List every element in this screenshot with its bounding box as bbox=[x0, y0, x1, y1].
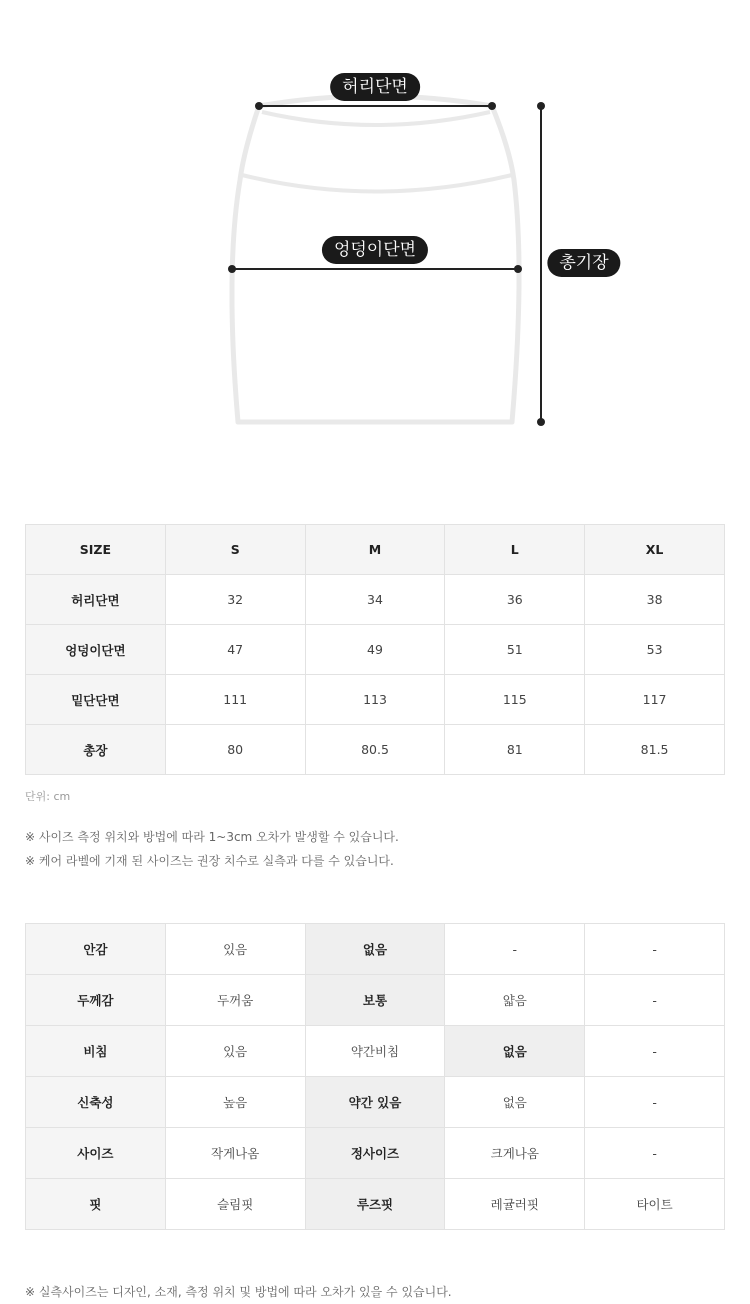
size-header-cell: L bbox=[445, 525, 585, 575]
size-table-row bbox=[26, 575, 725, 625]
hip-label: 엉덩이단면 bbox=[322, 236, 428, 264]
detail-option: 없음 bbox=[445, 1077, 585, 1128]
size-value: 49 bbox=[305, 625, 445, 675]
size-value: 113 bbox=[305, 675, 445, 725]
detail-option: - bbox=[585, 1077, 725, 1128]
size-value: 81.5 bbox=[585, 725, 725, 775]
fabric-detail-table bbox=[25, 923, 725, 1230]
detail-option: 두꺼움 bbox=[165, 975, 305, 1026]
detail-option-selected: 보통 bbox=[305, 975, 445, 1026]
size-value: 117 bbox=[585, 675, 725, 725]
detail-option: 레귤러핏 bbox=[445, 1179, 585, 1230]
size-table-header-row bbox=[26, 525, 725, 575]
size-value: 34 bbox=[305, 575, 445, 625]
detail-label: 사이즈 bbox=[26, 1128, 166, 1179]
detail-label: 안감 bbox=[26, 924, 166, 975]
size-value: 115 bbox=[445, 675, 585, 725]
row-label: 허리단면 bbox=[26, 575, 166, 625]
footer-note: ※ 실측사이즈는 디자인, 소재, 측정 위치 및 방법에 따라 오차가 있을 수 있습니다. bbox=[25, 1285, 452, 1299]
detail-option: - bbox=[585, 975, 725, 1026]
unit-label: 단위: cm bbox=[25, 790, 71, 803]
size-value: 53 bbox=[585, 625, 725, 675]
detail-option: 작게나옴 bbox=[165, 1128, 305, 1179]
size-table bbox=[25, 524, 725, 775]
skirt-diagram bbox=[0, 0, 750, 480]
measurement-note: ※ 사이즈 측정 위치와 방법에 따라 1~3cm 오차가 발생할 수 있습니다. bbox=[25, 830, 399, 844]
row-label: 밑단단면 bbox=[26, 675, 166, 725]
size-value: 36 bbox=[445, 575, 585, 625]
detail-row bbox=[26, 1179, 725, 1230]
size-header-cell: S bbox=[165, 525, 305, 575]
detail-option: - bbox=[585, 924, 725, 975]
detail-option: 약간비침 bbox=[305, 1026, 445, 1077]
size-header-cell: XL bbox=[585, 525, 725, 575]
detail-row bbox=[26, 924, 725, 975]
detail-option: - bbox=[585, 1026, 725, 1077]
size-value: 38 bbox=[585, 575, 725, 625]
length-label: 총기장 bbox=[547, 249, 620, 277]
size-table-row bbox=[26, 675, 725, 725]
detail-option: 크게나옴 bbox=[445, 1128, 585, 1179]
waist-label: 허리단면 bbox=[330, 73, 420, 101]
size-value: 47 bbox=[165, 625, 305, 675]
row-label: 엉덩이단면 bbox=[26, 625, 166, 675]
size-value: 32 bbox=[165, 575, 305, 625]
detail-option: 있음 bbox=[165, 1026, 305, 1077]
detail-option-selected: 없음 bbox=[305, 924, 445, 975]
size-table-row bbox=[26, 725, 725, 775]
detail-option: 타이트 bbox=[585, 1179, 725, 1230]
care-label-note: ※ 케어 라벨에 기재 된 사이즈는 권장 치수로 실측과 다를 수 있습니다. bbox=[25, 854, 394, 868]
detail-row bbox=[26, 1077, 725, 1128]
detail-label: 두께감 bbox=[26, 975, 166, 1026]
detail-option: - bbox=[585, 1128, 725, 1179]
detail-option-selected: 정사이즈 bbox=[305, 1128, 445, 1179]
detail-label: 신축성 bbox=[26, 1077, 166, 1128]
detail-option-selected: 루즈핏 bbox=[305, 1179, 445, 1230]
detail-row bbox=[26, 1026, 725, 1077]
detail-option-selected: 없음 bbox=[445, 1026, 585, 1077]
size-value: 80.5 bbox=[305, 725, 445, 775]
size-value: 80 bbox=[165, 725, 305, 775]
row-label: 총장 bbox=[26, 725, 166, 775]
size-table-row bbox=[26, 625, 725, 675]
size-header-cell: M bbox=[305, 525, 445, 575]
detail-option: - bbox=[445, 924, 585, 975]
detail-option: 있음 bbox=[165, 924, 305, 975]
detail-option-selected: 약간 있음 bbox=[305, 1077, 445, 1128]
size-value: 111 bbox=[165, 675, 305, 725]
detail-option: 높음 bbox=[165, 1077, 305, 1128]
detail-label: 핏 bbox=[26, 1179, 166, 1230]
detail-row bbox=[26, 975, 725, 1026]
size-value: 81 bbox=[445, 725, 585, 775]
detail-option: 슬림핏 bbox=[165, 1179, 305, 1230]
detail-label: 비침 bbox=[26, 1026, 166, 1077]
detail-row bbox=[26, 1128, 725, 1179]
size-value: 51 bbox=[445, 625, 585, 675]
size-header-cell: SIZE bbox=[26, 525, 166, 575]
detail-option: 얇음 bbox=[445, 975, 585, 1026]
